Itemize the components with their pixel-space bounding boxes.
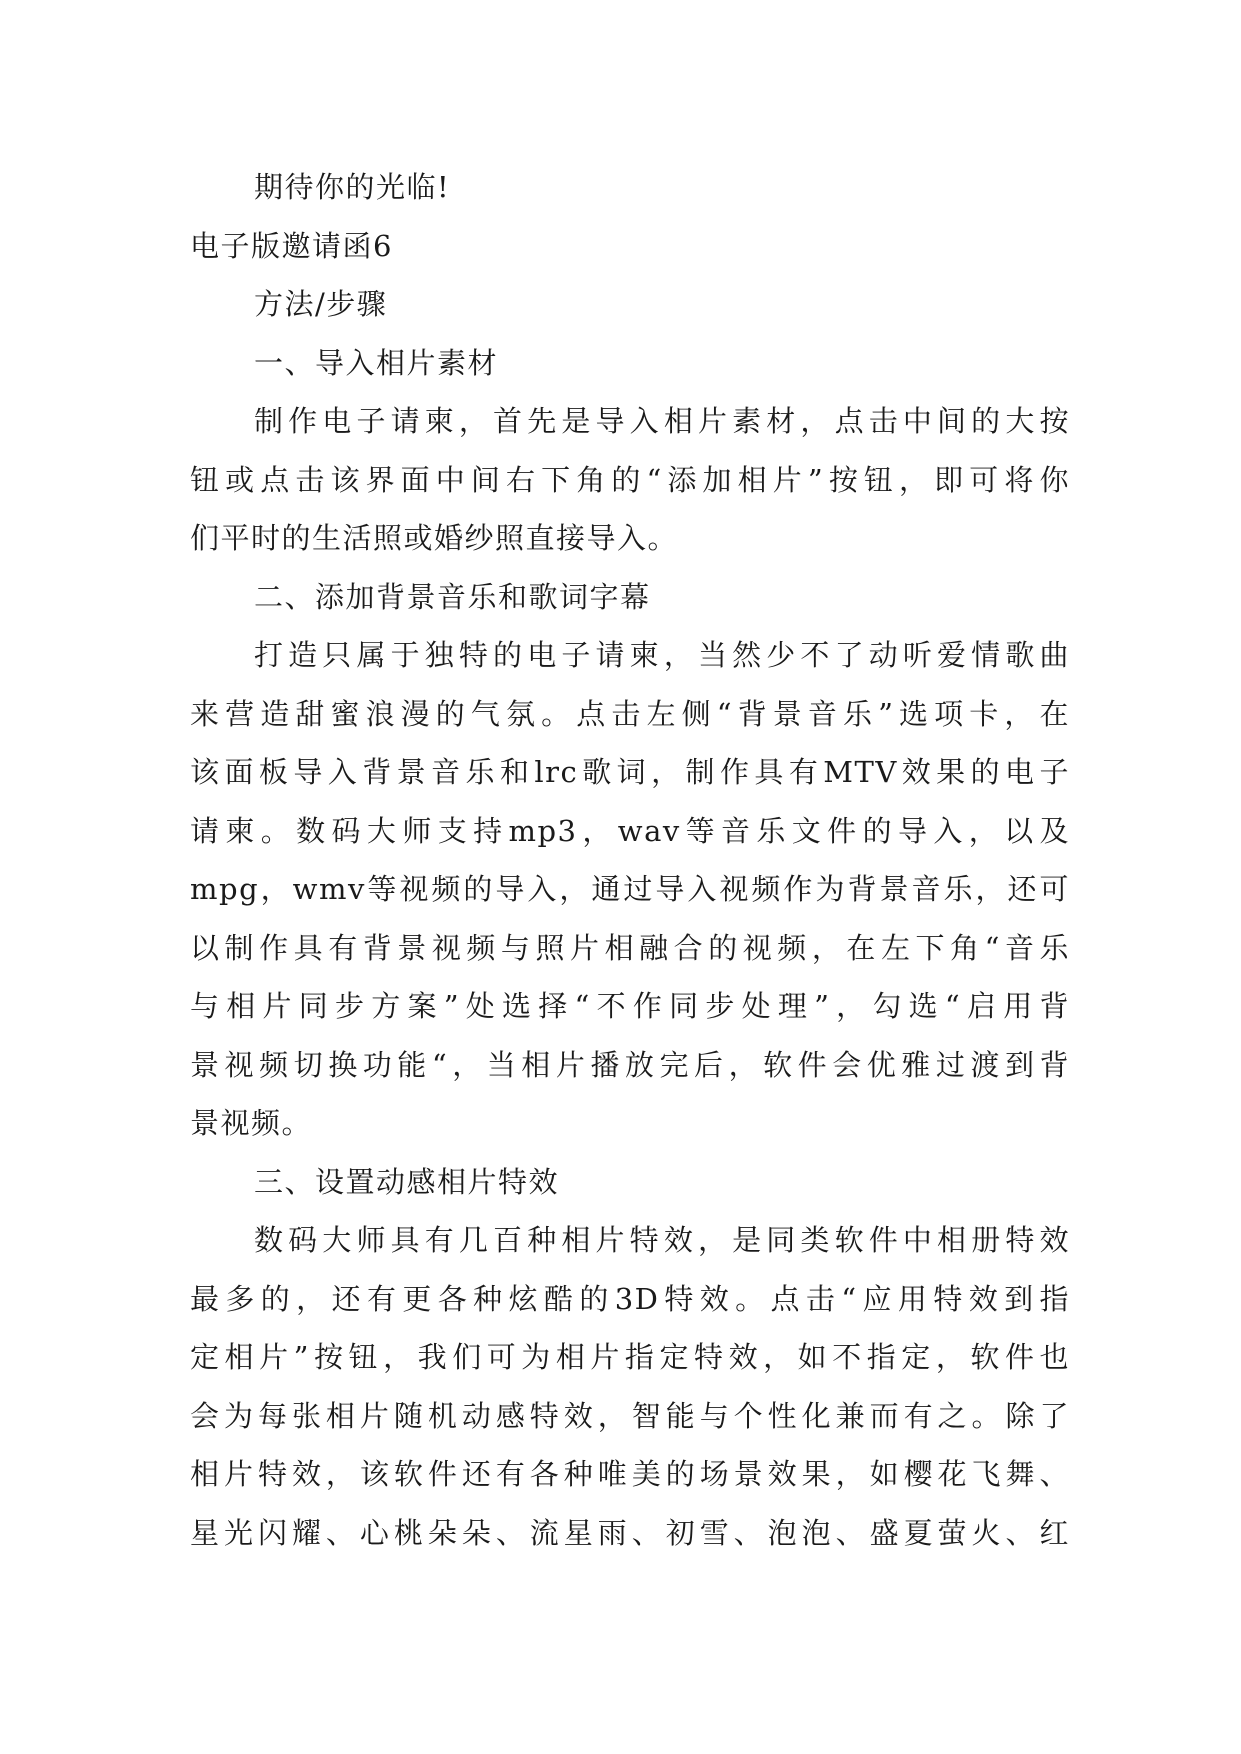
paragraph-line: 以制作具有背景视频与照片相融合的视频，在左下角“音乐 (190, 930, 1070, 965)
paragraph-line: 来营造甜蜜浪漫的气氛。点击左侧“背景音乐”选项卡，在 (190, 696, 1070, 731)
paragraph-line: 请柬。数码大师支持mp3，wav等音乐文件的导入，以及 (190, 813, 1070, 848)
method-label: 方法/步骤 (254, 287, 388, 321)
paragraph-line: 星光闪耀、心桃朵朵、流星雨、初雪、泡泡、盛夏萤火、红 (190, 1515, 1070, 1550)
paragraph-line: 定相片”按钮，我们可为相片指定特效，如不指定，软件也 (190, 1340, 1070, 1374)
document-title: 电子版邀请函6 (190, 228, 393, 263)
paragraph-line: 最多的，还有更各种炫酷的3D特效。点击“应用特效到指 (190, 1281, 1070, 1316)
paragraph-line: 钮或点击该界面中间右下角的“添加相片”按钮，即可将你 (190, 462, 1070, 497)
closing-line: 期待你的光临! (254, 170, 451, 204)
paragraph-line: 该面板导入背景音乐和lrc歌词，制作具有MTV效果的电子 (190, 755, 1070, 789)
section-heading: 三、设置动感相片特效 (254, 1164, 560, 1199)
paragraph-line: 制作电子请柬，首先是导入相片素材，点击中间的大按 (254, 404, 1070, 438)
paragraph-line: 景视频切换功能“，当相片播放完后，软件会优雅过渡到背 (190, 1047, 1070, 1082)
paragraph-line: 会为每张相片随机动感特效，智能与个性化兼而有之。除了 (190, 1398, 1070, 1433)
paragraph-line: 打造只属于独特的电子请柬，当然少不了动听爱情歌曲 (254, 638, 1070, 672)
document-body (190, 158, 1070, 1562)
paragraph-line: 数码大师具有几百种相片特效，是同类软件中相册特效 (254, 1223, 1070, 1257)
paragraph-line: mpg，wmv等视频的导入，通过导入视频作为背景音乐，还可 (190, 872, 1070, 906)
section-import-photos (190, 334, 1070, 568)
section-background-music (190, 568, 1070, 1153)
paragraph-line: 景视频。 (190, 1106, 313, 1140)
section-heading: 二、添加背景音乐和歌词字幕 (254, 579, 651, 614)
section-photo-effects (190, 1153, 1070, 1563)
paragraph-line: 们平时的生活照或婚纱照直接导入。 (190, 521, 679, 555)
section-heading: 一、导入相片素材 (254, 345, 499, 380)
paragraph-line: 相片特效，该软件还有各种唯美的场景效果，如樱花飞舞、 (190, 1457, 1070, 1491)
paragraph-line: 与相片同步方案”处选择“不作同步处理”，勾选“启用背 (190, 989, 1070, 1023)
